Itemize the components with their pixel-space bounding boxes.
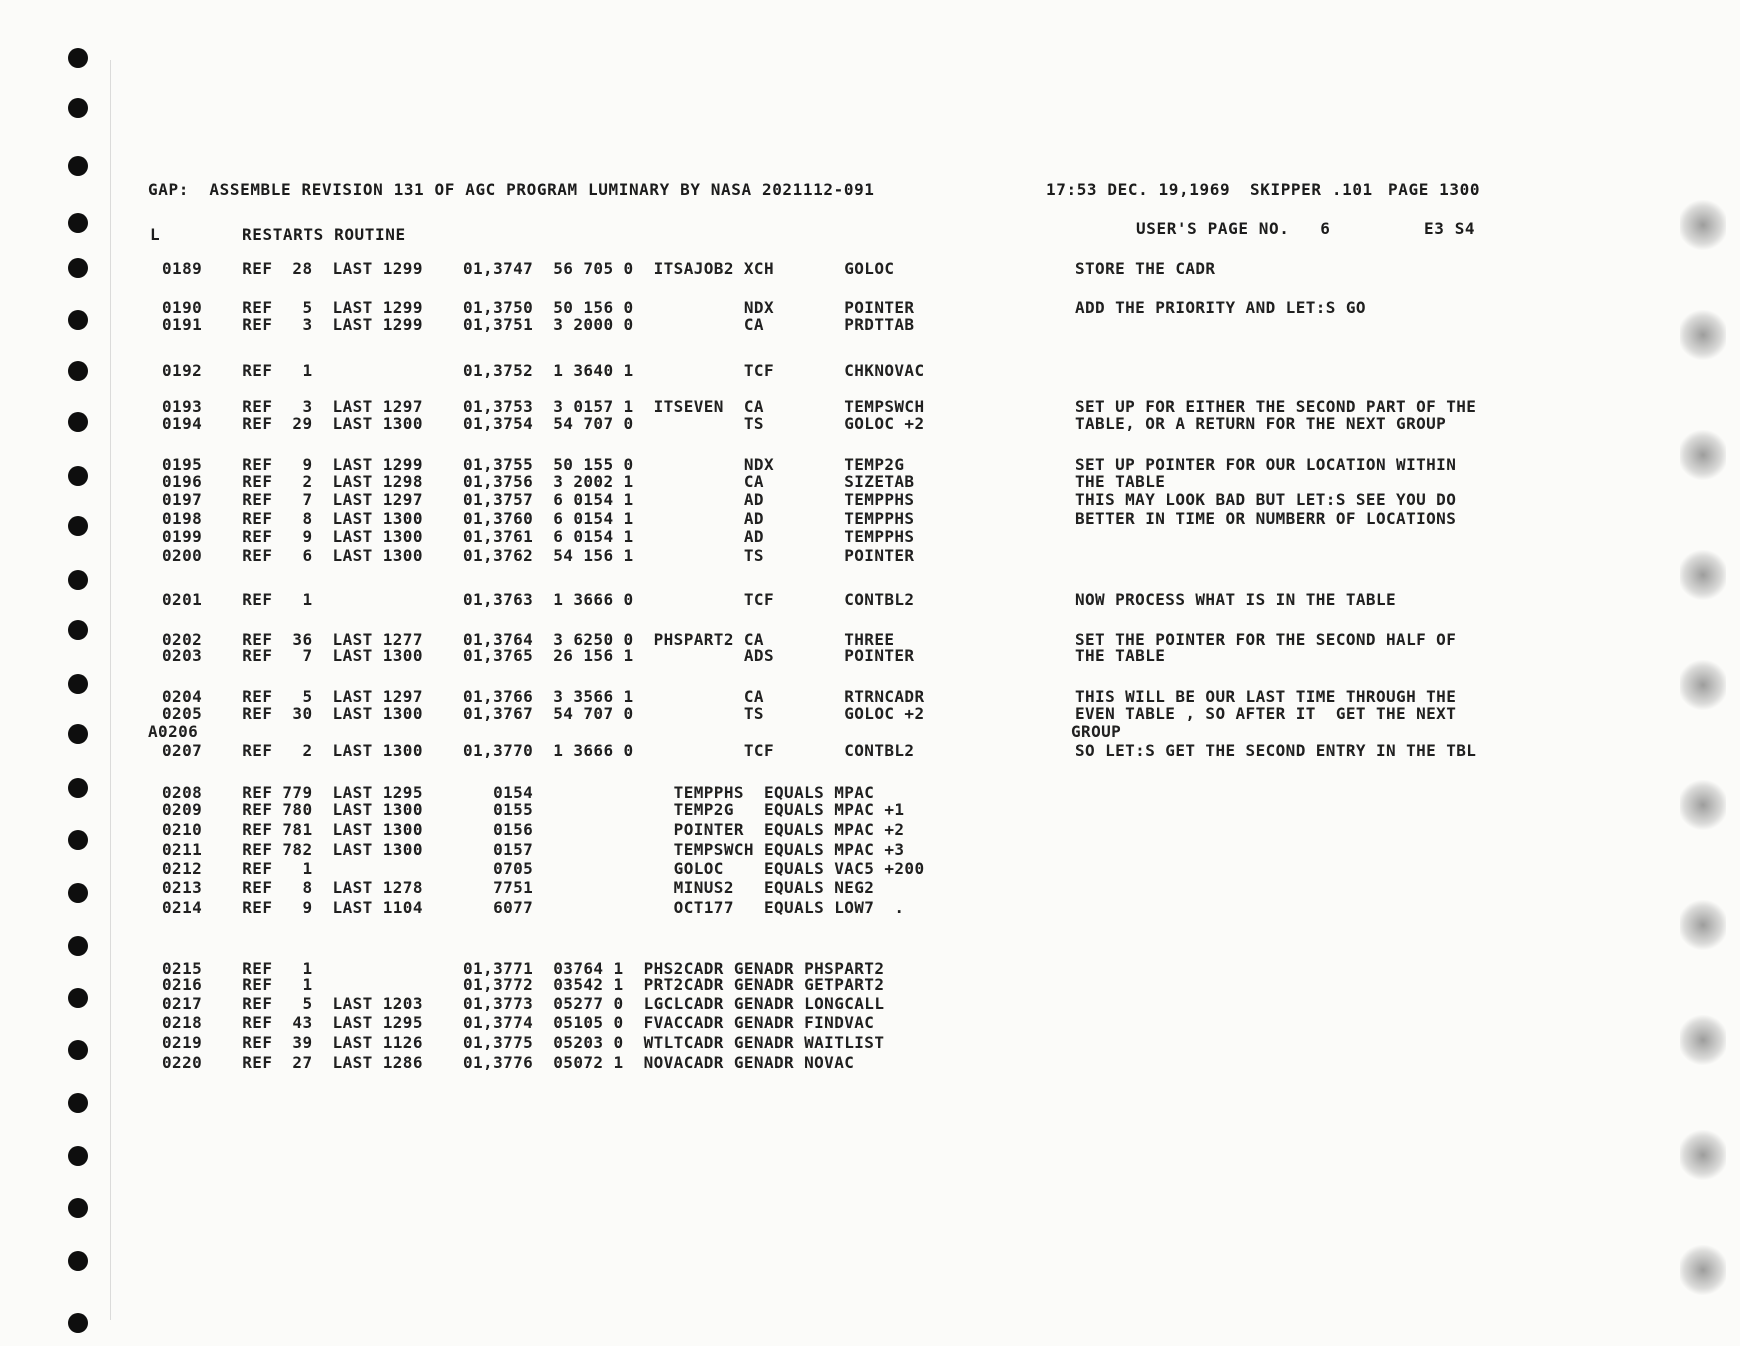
listing-line: 0191 REF 3 LAST 1299 01,3751 3 2000 0 CA PRDTTAB [162, 315, 915, 334]
listing-line: 0207 REF 2 LAST 1300 01,3770 1 3666 0 TCF CONTBL2 SO LET:S GET THE SECOND ENTRY IN THE TBL [162, 741, 1477, 760]
user-page-number: USER'S PAGE NO. 6 [1136, 219, 1331, 238]
listing-line: 0193 REF 3 LAST 1297 01,3753 3 0157 1 ITSEVEN CA TEMPSWCH SET UP FOR EITHER THE SECOND PART OF THE [162, 397, 1477, 416]
listing-line: 0204 REF 5 LAST 1297 01,3766 3 3566 1 CA RTRNCADR THIS WILL BE OUR LAST TIME THROUGH THE [162, 687, 1457, 706]
listing-line: 0196 REF 2 LAST 1298 01,3756 3 2002 1 CA SIZETAB THE TABLE [162, 472, 1166, 491]
scan-speck [1680, 550, 1726, 600]
punch-hole-icon [68, 936, 88, 956]
scan-artifacts [1650, 0, 1740, 1346]
listing-line: 0202 REF 36 LAST 1277 01,3764 3 6250 0 PHSPART2 CA THREE SET THE POINTER FOR THE SECOND HALF OF [162, 630, 1457, 649]
punch-hole-icon [68, 674, 88, 694]
listing-line: 0189 REF 28 LAST 1299 01,3747 56 705 0 ITSAJOB2 XCH GOLOC STORE THE CADR [162, 259, 1216, 278]
scan-speck [1680, 780, 1726, 830]
margin-rule [110, 60, 111, 1320]
punch-hole-icon [68, 48, 88, 68]
punch-hole-icon [68, 830, 88, 850]
tractor-feed-holes [68, 48, 96, 1338]
listing-line: 0220 REF 27 LAST 1286 01,3776 05072 1 NOVACADR GENADR NOVAC [162, 1053, 855, 1072]
listing-line: 0200 REF 6 LAST 1300 01,3762 54 156 1 TS POINTER [162, 546, 915, 565]
assembly-title: GAP: ASSEMBLE REVISION 131 OF AGC PROGRAM LUMINARY BY NASA 2021112-091 [148, 180, 875, 199]
listing-line: 0211 REF 782 LAST 1300 0157 TEMPSWCH EQUALS MPAC +3 [162, 840, 905, 859]
listing-line: 0209 REF 780 LAST 1300 0155 TEMP2G EQUALS MPAC +1 [162, 800, 905, 819]
listing-line: 0212 REF 1 0705 GOLOC EQUALS VAC5 +200 [162, 859, 925, 878]
listing-line: 0219 REF 39 LAST 1126 01,3775 05203 0 WTLTCADR GENADR WAITLIST [162, 1033, 885, 1052]
punch-hole-icon [68, 1040, 88, 1060]
listing-line: 0208 REF 779 LAST 1295 0154 TEMPPHS EQUALS MPAC [162, 783, 875, 802]
punch-hole-icon [68, 156, 88, 176]
punch-hole-icon [68, 412, 88, 432]
punch-hole-icon [68, 620, 88, 640]
operator-name: SKIPPER .101 [1250, 180, 1373, 199]
listing-line: 0216 REF 1 01,3772 03542 1 PRT2CADR GENADR GETPART2 [162, 975, 885, 994]
listing-line: 0190 REF 5 LAST 1299 01,3750 50 156 0 NDX POINTER ADD THE PRIORITY AND LET:S GO [162, 298, 1366, 317]
punch-hole-icon [68, 1198, 88, 1218]
punch-hole-icon [68, 1313, 88, 1333]
listing-line: 0198 REF 8 LAST 1300 01,3760 6 0154 1 AD TEMPPHS BETTER IN TIME OR NUMBERR OF LOCATIONS [162, 509, 1457, 528]
listing-line: 0215 REF 1 01,3771 03764 1 PHS2CADR GENADR PHSPART2 [162, 959, 885, 978]
listing-line: 0203 REF 7 LAST 1300 01,3765 26 156 1 ADS POINTER THE TABLE [162, 646, 1166, 665]
scan-speck [1680, 430, 1726, 480]
page-number: PAGE 1300 [1388, 180, 1481, 199]
section-letter: L [150, 225, 161, 244]
scan-speck [1680, 310, 1726, 360]
punch-hole-icon [68, 1093, 88, 1113]
punch-hole-icon [68, 258, 88, 278]
listing-line: 0214 REF 9 LAST 1104 6077 OCT177 EQUALS LOW7 . [162, 898, 905, 917]
listing-line: 0199 REF 9 LAST 1300 01,3761 6 0154 1 AD TEMPPHS [162, 527, 915, 546]
punch-hole-icon [68, 778, 88, 798]
scan-speck [1680, 1015, 1726, 1065]
listing-line: 0213 REF 8 LAST 1278 7751 MINUS2 EQUALS NEG2 [162, 878, 875, 897]
scan-speck [1680, 900, 1726, 950]
punch-hole-icon [68, 988, 88, 1008]
listing-line: 0210 REF 781 LAST 1300 0156 POINTER EQUALS MPAC +2 [162, 820, 905, 839]
page-code: E3 S4 [1424, 219, 1476, 238]
punch-hole-icon [68, 570, 88, 590]
listing-line: 0201 REF 1 01,3763 1 3666 0 TCF CONTBL2 NOW PROCESS WHAT IS IN THE TABLE [162, 590, 1397, 609]
listing-line: 0218 REF 43 LAST 1295 01,3774 05105 0 FVACCADR GENADR FINDVAC [162, 1013, 875, 1032]
scan-speck [1680, 1130, 1726, 1180]
punch-hole-icon [68, 516, 88, 536]
punch-hole-icon [68, 213, 88, 233]
punch-hole-icon [68, 361, 88, 381]
listing-line: A0206 GROUP [148, 722, 1122, 741]
listing-line: 0197 REF 7 LAST 1297 01,3757 6 0154 1 AD TEMPPHS THIS MAY LOOK BAD BUT LET:S SEE YOU DO [162, 490, 1457, 509]
listing-line: 0205 REF 30 LAST 1300 01,3767 54 707 0 TS GOLOC +2 EVEN TABLE , SO AFTER IT GET THE NEXT [162, 704, 1457, 723]
section-title: RESTARTS ROUTINE [242, 225, 406, 244]
punch-hole-icon [68, 724, 88, 744]
scan-speck [1680, 660, 1726, 710]
print-timestamp: 17:53 DEC. 19,1969 [1046, 180, 1231, 199]
scan-speck [1680, 1245, 1726, 1295]
listing-line: 0194 REF 29 LAST 1300 01,3754 54 707 0 TS GOLOC +2 TABLE, OR A RETURN FOR THE NEXT GROUP [162, 414, 1447, 433]
listing-line: 0217 REF 5 LAST 1203 01,3773 05277 0 LGCLCADR GENADR LONGCALL [162, 994, 885, 1013]
listing-line: 0195 REF 9 LAST 1299 01,3755 50 155 0 NDX TEMP2G SET UP POINTER FOR OUR LOCATION WITHIN [162, 455, 1457, 474]
punch-hole-icon [68, 1251, 88, 1271]
scan-speck [1680, 200, 1726, 250]
listing-line: 0192 REF 1 01,3752 1 3640 1 TCF CHKNOVAC [162, 361, 925, 380]
punch-hole-icon [68, 98, 88, 118]
punch-hole-icon [68, 466, 88, 486]
punch-hole-icon [68, 883, 88, 903]
punch-hole-icon [68, 310, 88, 330]
punch-hole-icon [68, 1146, 88, 1166]
